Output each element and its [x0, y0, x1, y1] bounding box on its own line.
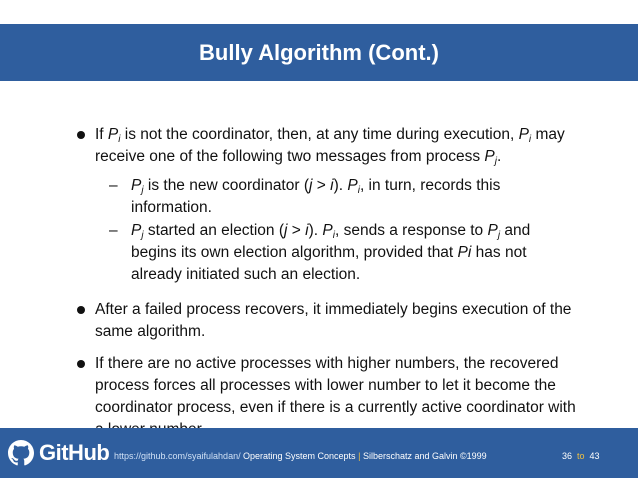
bullet-3: If there are no active processes with higher numbers, the recovered process forces all processes with lower number to let it become the coordinator process, even if there is a currently active coordinator with	[76, 353, 576, 441]
slide-content	[76, 124, 576, 448]
slide-title: Bully Algorithm (Cont.)	[199, 39, 439, 65]
page-to-label: to	[577, 451, 585, 461]
total-pages: 43	[589, 451, 600, 461]
footer-authors: Silberschatz and Galvin ©1999	[362, 451, 487, 461]
footer-separator: |	[358, 451, 361, 461]
footer-course: Operating System Concepts	[243, 451, 356, 461]
bullet-2: After a failed process recovers, it immediately begins execution of the same algorithm.	[76, 299, 576, 343]
footer-url-link[interactable]: https://github.com/syaifulahdan/	[114, 451, 241, 461]
github-octocat-icon	[8, 440, 34, 466]
github-logo[interactable]	[8, 440, 109, 466]
page-indicator	[562, 451, 600, 461]
sub-bullet-2: – $P_j$ started an election (j > i). $P_i$, sends a response to $P_j$ and begins its own election algorithm, provided that Pi has not already initiated such an election.	[109, 222, 531, 283]
bullet-1: If $P_i$ is not the coordinator, then, at any time during execution, $P_i$ may receive one of the following two messages from process $P_j$.	[76, 124, 576, 168]
github-wordmark: GitHub	[39, 440, 110, 465]
footer-credit	[243, 451, 487, 461]
sub-bullet-1: – $P_j$ is the new coordinator (j > i). $P_i$, in turn, records this information.	[109, 177, 501, 216]
current-page: 36	[562, 451, 573, 461]
footer-bar	[0, 428, 638, 478]
title-bar	[0, 24, 638, 81]
